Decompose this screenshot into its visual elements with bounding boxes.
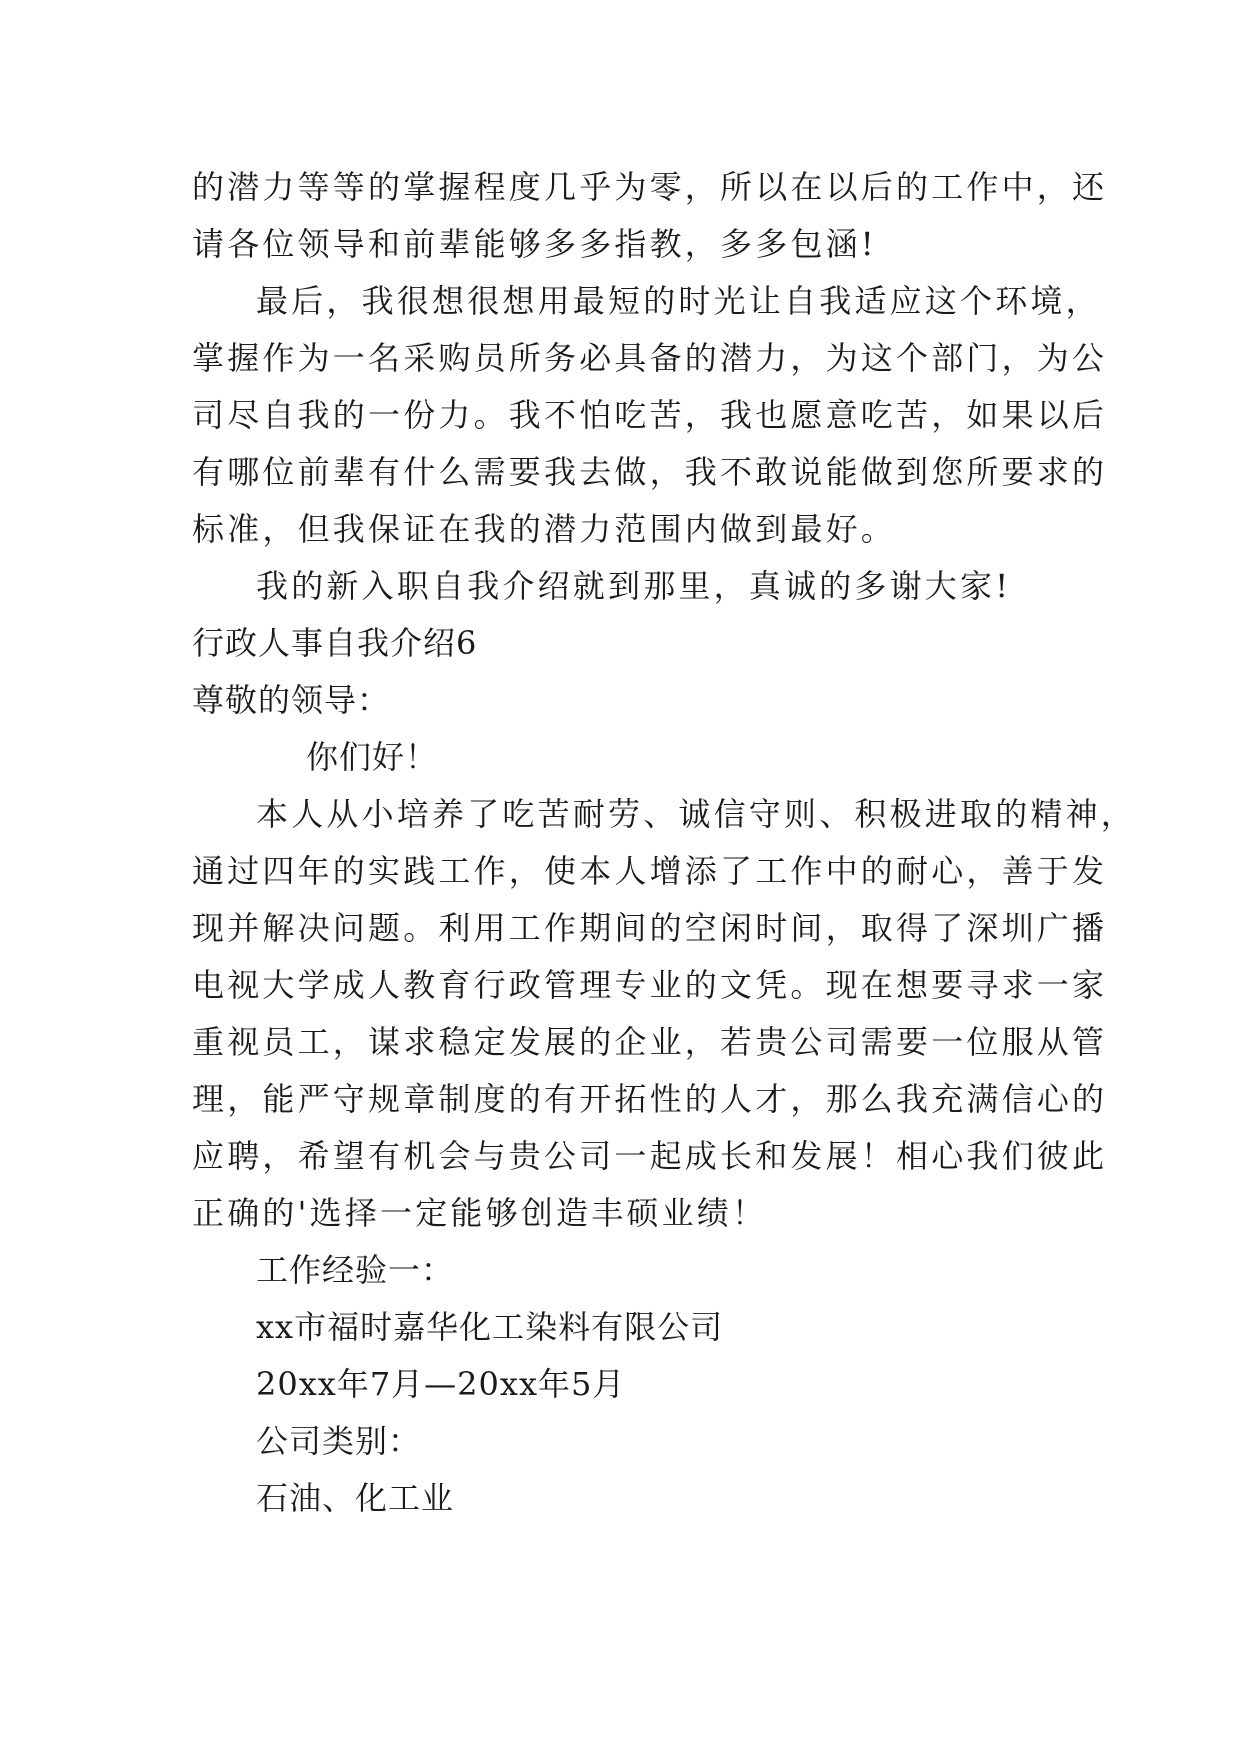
greeting: 你们好！ <box>306 738 439 776</box>
paragraph-line: 现并解决问题。利用工作期间的空闲时间，取得了深圳广播 <box>192 909 1108 947</box>
paragraph-line: 的潜力等等的掌握程度几乎为零，所以在以后的工作中，还 <box>192 168 1108 206</box>
employment-period: 20xx年7月—20xx年5月 <box>256 1365 626 1403</box>
paragraph-line: 标准，但我保证在我的潜力范围内做到最好。 <box>192 510 897 548</box>
paragraph-line: 理，能严守规章制度的有开拓性的人才，那么我充满信心的 <box>192 1080 1108 1118</box>
paragraph-line: 掌握作为一名采购员所务必具备的潜力，为这个部门，为公 <box>192 339 1108 377</box>
company-category-label: 公司类别： <box>256 1422 422 1460</box>
section-heading: 行政人事自我介绍6 <box>192 624 478 662</box>
paragraph-line: 电视大学成人教育行政管理专业的文凭。现在想要寻求一家 <box>192 966 1108 1004</box>
work-experience-heading: 工作经验一： <box>256 1251 455 1289</box>
paragraph-line: 通过四年的实践工作，使本人增添了工作中的耐心，善于发 <box>192 852 1108 890</box>
company-name: xx市福时嘉华化工染料有限公司 <box>256 1308 724 1346</box>
paragraph-line: 正确的'选择一定能够创造丰硕业绩！ <box>192 1194 768 1232</box>
paragraph-line: 重视员工，谋求稳定发展的企业，若贵公司需要一位服从管 <box>192 1023 1108 1061</box>
paragraph-line: 司尽自我的一份力。我不怕吃苦，我也愿意吃苦，如果以后 <box>192 396 1108 434</box>
paragraph-line: 应聘，希望有机会与贵公司一起成长和发展！相心我们彼此 <box>192 1137 1108 1175</box>
paragraph-line: 请各位领导和前辈能够多多指教，多多包涵! <box>192 225 877 263</box>
salutation: 尊敬的领导： <box>192 681 391 719</box>
company-category-value: 石油、化工业 <box>256 1479 455 1517</box>
paragraph-line: 本人从小培养了吃苦耐劳、诚信守则、积极进取的精神， <box>256 795 1137 833</box>
paragraph-line: 有哪位前辈有什么需要我去做，我不敢说能做到您所要求的 <box>192 453 1108 491</box>
paragraph-line: 最后，我很想很想用最短的时光让自我适应这个环境， <box>256 282 1101 320</box>
paragraph-line: 我的新入职自我介绍就到那里，真诚的多谢大家! <box>256 567 1012 605</box>
